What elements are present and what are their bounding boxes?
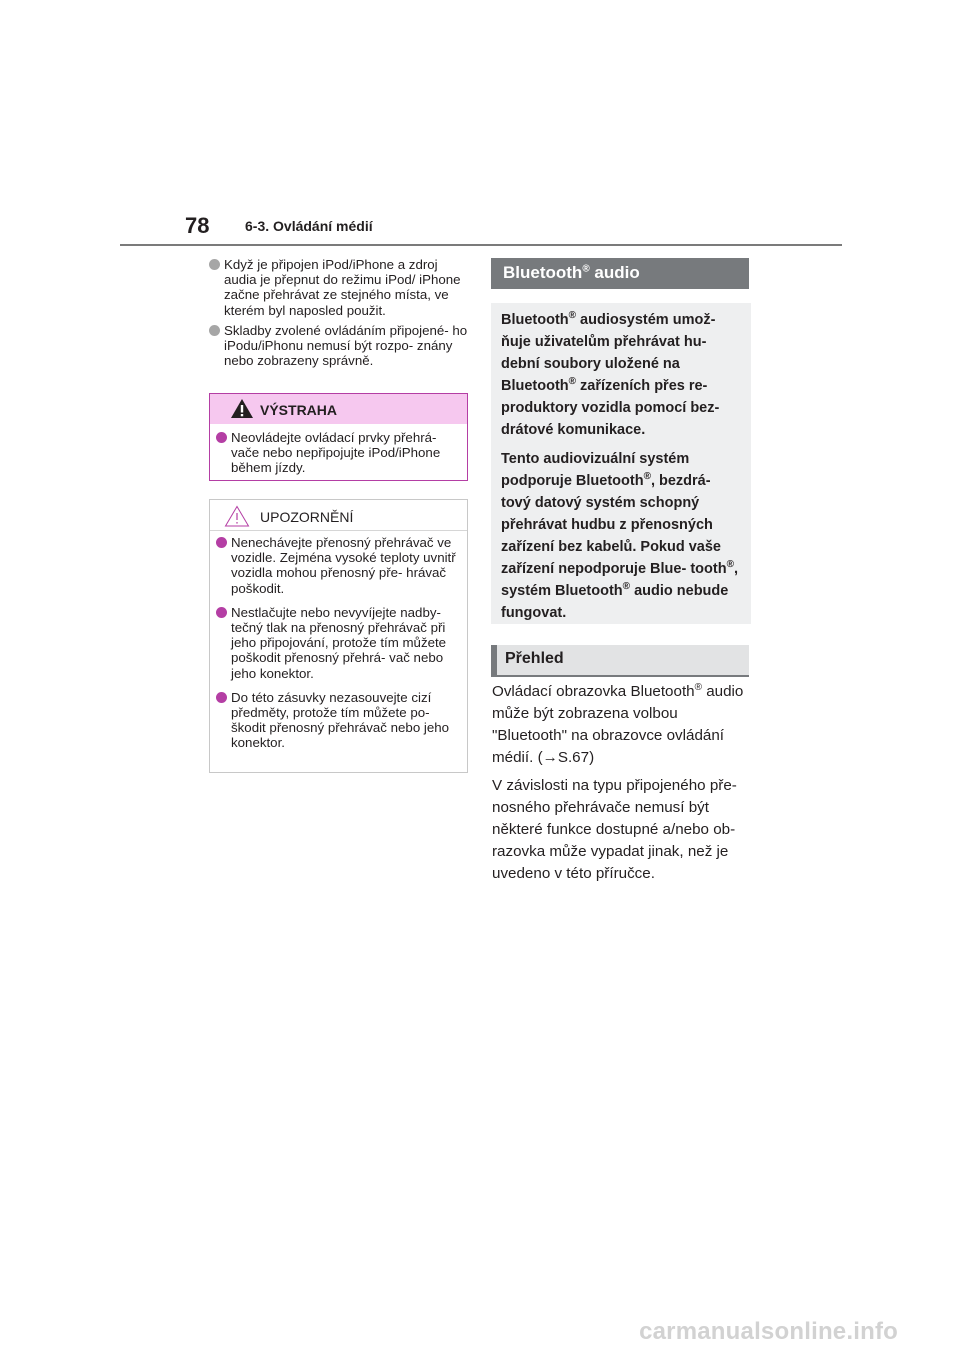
- warning-triangle-icon: [230, 398, 254, 419]
- bullet-text: Když je připojen iPod/iPhone a zdroj audia je přepnut do režimu iPod/ iPhone začne přehrávat ze stejného místa, ve kterém byl naposled použit.: [224, 257, 461, 318]
- registered-mark: ®: [643, 471, 651, 483]
- bullet-text: Do této zásuvky nezasouvejte cizí předměty, protože tím můžete po- škodit přenosný přehrávač nebo jeho konektor.: [231, 689, 450, 751]
- bullet-icon: [209, 259, 220, 270]
- overview-heading: Přehled: [491, 645, 749, 677]
- list-item: [216, 430, 461, 476]
- bullet-icon: [216, 537, 227, 548]
- text-run: , systém Bluetooth: [501, 561, 738, 599]
- bullet-text: Skladby zvolené ovládáním připojené- ho iPodu/iPhonu nemusí být rozpo- znány nebo zobrazeny správně.: [224, 322, 468, 369]
- caution-box: [209, 499, 468, 773]
- list-item: [209, 323, 471, 369]
- bluetooth-intro-box: [491, 303, 751, 624]
- bullet-icon: [216, 607, 227, 618]
- list-item: [216, 535, 461, 596]
- bullet-text: Nestlačujte nebo nevyvíjejte nadby- tečný tlak na přenosný přehrávač při jeho připojování, protože tím můžete poškodit přenosný přehrá- vač nebo jeho konektor.: [231, 604, 447, 681]
- intro-paragraph: [501, 448, 743, 624]
- registered-mark: ®: [622, 581, 631, 593]
- warning-box: [209, 393, 468, 481]
- text-run: Bluetooth: [501, 312, 569, 328]
- warning-header: [210, 394, 467, 424]
- text-run: audio může být zobrazena volbou "Bluetooth" na obrazovce ovládání médií. (→S.67): [492, 683, 744, 766]
- site-watermark: carmanualsonline.info: [639, 1318, 898, 1345]
- section-title: 6-3. Ovládání médií: [245, 218, 373, 234]
- text-run: Tento audiovizuální systém podporuje Bluetooth: [501, 451, 690, 489]
- overview-paragraph: [492, 681, 754, 769]
- text-run: zařízeních přes re- produktory vozidla pomocí bez- drátové komunikace.: [501, 378, 720, 438]
- bluetooth-audio-heading: [491, 258, 749, 289]
- left-bullet-list: [209, 257, 471, 373]
- bullet-icon: [216, 692, 227, 703]
- bullet-text: Nenechávejte přenosný přehrávač ve vozidle. Zejména vysoké teploty uvnitř vozidla mohou přenosný pře- hrávač poškodit.: [231, 535, 456, 596]
- heading-text-rest: audio: [589, 263, 640, 282]
- text-run: audio nebude fungovat.: [501, 583, 729, 621]
- registered-mark: ®: [694, 681, 702, 693]
- warning-body: [210, 424, 467, 476]
- registered-mark: ®: [726, 559, 734, 571]
- overview-paragraph: V závislosti na typu připojeného pře- nosného přehrávače nemusí být některé funkce dostupné a/nebo ob- razovka může vypadat jinak, než je uvedeno v této příručce.: [492, 777, 737, 882]
- caution-triangle-icon: [224, 505, 250, 527]
- list-item: [209, 257, 471, 318]
- intro-paragraph: [501, 309, 743, 441]
- header-divider: [120, 244, 842, 246]
- page-number: 78: [185, 213, 210, 238]
- bullet-icon: [216, 432, 227, 443]
- registered-mark: ®: [568, 310, 577, 322]
- text-run: , bezdrá- tový datový systém schopný přehrávat hudbu z přenosných zařízení bez kabelů. Pokud vaše zařízení nepodporuje Blue- tooth: [501, 473, 727, 577]
- registered-mark: ®: [568, 376, 577, 388]
- text-run: audiosystém umož- ňuje uživatelům přehrávat hu- dební soubory uložené na Bluetooth: [501, 312, 716, 394]
- bullet-text: Neovládejte ovládací prvky přehrá- vače nebo nepřipojujte iPod/iPhone během jízdy.: [231, 430, 441, 476]
- warning-label: VÝSTRAHA: [260, 402, 338, 418]
- caution-label: UPOZORNĚNÍ: [260, 509, 354, 525]
- heading-text: Bluetooth: [503, 263, 583, 282]
- caution-header: [210, 500, 467, 531]
- list-item: [216, 690, 461, 751]
- caution-body: [210, 531, 467, 751]
- bullet-icon: [209, 325, 220, 336]
- overview-body: [492, 681, 754, 891]
- text-run: Ovládací obrazovka Bluetooth: [492, 683, 695, 700]
- registered-mark: ®: [582, 263, 590, 275]
- list-item: [216, 605, 461, 681]
